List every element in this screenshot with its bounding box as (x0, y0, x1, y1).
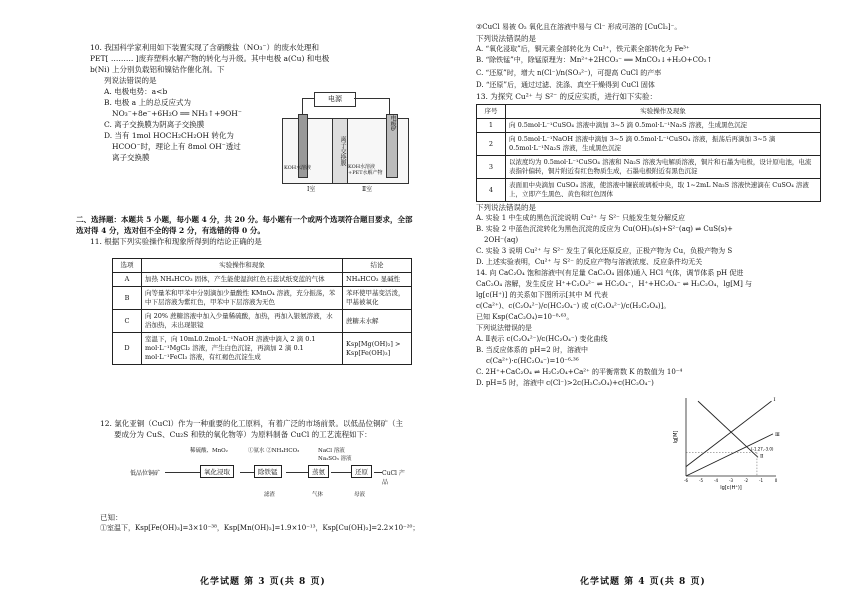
x-tick-label: -4 (714, 478, 718, 483)
q11-cell: 向等量苯和甲苯中分别滴加少量酸性 KMnO₄ 溶液，充分振荡，苯中下层溶液为紫红色，甲苯中下层溶液为无色 (142, 287, 343, 310)
q12-known: 已知： (100, 513, 123, 522)
q11-table (112, 258, 412, 365)
q13-cell: 3 (477, 156, 506, 179)
q11-cell: Ksp[Mg(OH)₂] > Ksp[Fe(OH)₃] (343, 333, 412, 365)
q11-cell: 苯环使甲基变活泼，甲基被氧化 (343, 287, 412, 310)
flow-reagent-3: NaCl 溶液 Na₂SO₃ 溶液 (318, 448, 352, 462)
q14-line-4: c(Ca²⁺)、c(C₂O₄²⁻)/c(HC₂O₄⁻) 或 c(C₂O₄²⁻)/c(H₂C₂O₄)]。 (476, 302, 671, 310)
table-row (477, 156, 821, 179)
table-row (113, 287, 412, 310)
x-axis-label: lg[c(H⁺)] (720, 485, 742, 491)
q13-option-a: A. 实验 1 中生成的黑色沉淀说明 Cu²⁺ 与 S²⁻ 只能发生复分解反应 (476, 214, 685, 222)
x-tick-label: -6 (684, 478, 688, 483)
q11-cell: 室温下，向 10mL0.2mol·L⁻¹NaOH 溶液中滴入 2 滴 0.1 mol·L⁻¹MgCl₂ 溶液，产生白色沉淀，再滴加 2 滴 0.1 mol·L⁻¹FeCl₃ 溶液，有红褐色沉淀生成 (142, 333, 343, 365)
q11-cell: A (113, 273, 142, 287)
q14-option-c: C. 2H⁺+CaC₂O₄ ⇌ H₂C₂O₄+Ca²⁺ 的平衡常数 K 的数值为 10⁻⁴ (476, 368, 683, 376)
electrode-b: 电极b (386, 114, 398, 178)
q14-option-b: B. 当反应体系的 pH=2 时，溶液中 (476, 346, 588, 354)
q12-option-c: C. “还原”时，增大 n(Cl⁻)/n(SO₃²⁻)，可提高 CuCl 的产率 (476, 69, 662, 77)
q11-cell: 蔗糖未水解 (343, 310, 412, 333)
flow-step-reduction: 还原 (351, 465, 372, 478)
series-line-1 (686, 401, 772, 467)
table-row (113, 333, 412, 365)
page-4-footer: 化学试题 第 4 页(共 8 页) (580, 577, 706, 587)
q14-option-a: A. Ⅱ表示 c(C₂O₄²⁻)/c(HC₂O₄⁻) 变化曲线 (476, 335, 608, 343)
flow-product: CuCl 产品 (382, 470, 405, 486)
flow-ore: 低品位铜矿 (130, 470, 161, 477)
q13-cell: 向 0.5mol·L⁻¹NaOH 溶液中滴加 3~5 滴 0.5mol·L⁻¹CuSO₄ 溶液，振荡后再滴加 3~5 滴 0.5mol·L⁻¹Na₂S 溶液，生成黑色沉淀 (506, 133, 821, 156)
q11-cell: B (113, 287, 142, 310)
q10-option-d: D. 当有 1mol HOCH₂CH₂OH 转化为 (104, 131, 234, 140)
q11-cell: 加热 NH₄HCO₃ 固体，产生能使湿润红色石蕊试纸变蓝的气体 (142, 273, 343, 287)
q10-option-d-3: 离子交换膜 (112, 153, 150, 162)
x-tick-label: -5 (699, 478, 703, 483)
flow-step-oxidation: 氧化浸取 (200, 465, 234, 478)
table-row (113, 273, 412, 287)
q12-stem: 下列说法错误的是 (476, 34, 536, 43)
flow-step-ammonia: 蒸氨 (308, 465, 329, 478)
q10-option-c: C. 离子交换膜为阴离子交换膜 (104, 120, 205, 129)
q13-cell: 4 (477, 179, 506, 202)
q13-cell: 以浓度均为 0.5mol·L⁻¹CuSO₄ 溶液和 Na₂S 溶液为电解质溶液，铜片和石墨为电极，设计原电池，电流表指针偏转，铜片附近有红色物质生成，石墨电极附近有黑色沉淀 (506, 156, 821, 179)
q11-header-conclusion: 结论 (343, 259, 412, 273)
q12-line-2: 要成分为 CuS、Cu₂S 和铁的氧化物等）为原料制备 CuCl 的工艺流程如下： (114, 430, 372, 439)
flow-waste-1: 滤渣 (264, 492, 276, 498)
q14-line-3: lg[c(H⁺)] 的关系如下图所示[其中 M 代表 (476, 291, 608, 299)
x-tick-label: -1 (759, 478, 763, 483)
q10-option-a: A. 电极电势：a<b (104, 87, 168, 96)
ion-exchange-membrane: 离子交换膜 (332, 118, 348, 184)
table-row (477, 179, 821, 202)
flow-reagent-1: 稀硫酸、MnO₂ (190, 448, 228, 454)
q13-table (476, 104, 821, 202)
power-source: 电源 (314, 92, 356, 107)
series-label-1: Ⅰ (773, 397, 776, 404)
x-tick-label: 0 (774, 478, 778, 483)
electrolysis-figure (262, 92, 412, 197)
x-tick-label: -3 (729, 478, 733, 483)
series-label-2: Ⅱ (760, 453, 764, 460)
q11-header-option: 选项 (113, 259, 142, 273)
q13-cell: 2 (477, 133, 506, 156)
q11-cell: NH₄HCO₃ 显碱性 (343, 273, 412, 287)
page-3-footer: 化学试题 第 3 页(共 8 页) (200, 577, 326, 587)
q13-header-operation: 实验操作及现象 (506, 105, 821, 119)
q14-line-2: CaC₂O₄ 溶解，发生反应 H⁺+C₂O₄²⁻ ⇌ HC₂O₄⁻，H⁺+HC₂O₄⁻ ⇌ H₂C₂O₄，lg[M] 与 (476, 280, 753, 288)
q11-cell: C (113, 310, 142, 333)
q14-option-b-2: c(Ca²⁺)·c(HC₂O₄⁻)=10⁻⁶·³⁶ (486, 357, 579, 365)
q13-cell: 表面皿中央滴加 CuSO₄ 溶液，使溶液中镶嵌玻璃板中央，取 1~2mL Na₂S 溶液快速滴在 CuSO₄ 溶液上，立即产生黑色、黄色和红色固体 (506, 179, 821, 202)
q12-flowchart (130, 446, 410, 506)
q13-option-c: C. 实验 3 说明 Cu²⁺ 与 S²⁻ 发生了氧化还原反应，正极产物为 Cu，负极产物为 S (476, 247, 733, 255)
section-2-heading: 二、选择题：本题共 5 小题，每小题 4 分，共 20 分。每小题有一个或两个选项符合题目要求，全部选对得 4 分，选对但不全的得 2 分，有选错的得 0 分。 (76, 215, 413, 235)
q12-option-a: A. “氧化浸取”后，铜元素全部转化为 Cu²⁺，铁元素全部转化为 Fe³⁺ (476, 45, 690, 53)
q13-sub: 下列说法错误的是 (476, 203, 536, 212)
table-row (477, 133, 821, 156)
q13-option-b: B. 实验 2 中蓝色沉淀转化为黑色沉淀的反应为 Cu(OH)₂(s)+S²⁻(aq) ⇌ CuS(s)+ (476, 225, 733, 233)
q10-option-b: B. 电极 a 上的总反应式为 (104, 98, 192, 107)
q14-chart (672, 392, 784, 492)
flow-waste-2: 气体 (312, 492, 324, 498)
q11-stem: 11. 根据下列实验操作和现象所得到的结论正确的是 (90, 237, 262, 246)
q13-header-index: 序号 (477, 105, 506, 119)
q11-header-operation: 实验操作和现象 (142, 259, 343, 273)
flow-step-remove-fe-mn: 除铁锰 (254, 465, 282, 478)
q12-option-b: B. “除铁锰”中，除锰原理为：Mn²⁺+2HCO₃⁻ ══ MnCO₃↓+H₂O+CO₂↑ (476, 56, 713, 64)
room2-solution: KOH水溶液+PET水解产物 (348, 164, 383, 176)
annotation-label: (-1.27,-3.0) (750, 446, 774, 452)
q12-known-2: ②CuCl 易被 O₂ 氧化且在溶液中易与 Cl⁻ 形成可溶的 [CuCl₂]⁻。 (476, 23, 682, 31)
flow-waste-3: 母液 (354, 492, 366, 498)
q12-line-1: 12. 氯化亚铜（CuCl）作为一种重要的化工原料，有着广泛的市场前景。以低品位铜矿（主 (100, 419, 404, 428)
q12-option-d: D. “还原”后，通过过滤、洗涤、真空干燥得到 CuCl 固体 (476, 81, 655, 89)
q10-option-b-eq: NO₃⁻+8e⁻+6H₂O ══ NH₃↑+9OH⁻ (112, 109, 242, 118)
q10-line-1: 10. 我国科学家利用如下装置实现了含硝酸盐（NO₃⁻）的废水处理和 (90, 43, 319, 52)
q14-line-1: 14. 向 CaC₂O₄ 饱和溶液中(有足量 CaC₂O₄ 固体)通入 HCl 气体，调节体系 pH 促进 (476, 269, 744, 277)
q13-option-d: D. 上述实验表明，Cu²⁺ 与 S²⁻ 的反应产物与溶液浓度、反应条件均无关 (476, 258, 703, 266)
q13-stem: 13. 为探究 Cu²⁺ 与 S²⁻ 的反应实质，进行如下实验： (476, 92, 657, 101)
q13-cell: 1 (477, 119, 506, 133)
q13-cell: 向 0.5mol·L⁻¹CuSO₄ 溶液中滴加 3~5 滴 0.5mol·L⁻¹Na₂S 溶液，生成黑色沉淀 (506, 119, 821, 133)
q10-line-2: PET[ ……… ]废弃塑料水解产物的转化与升级。其中电极 a(Cu) 和电极 (90, 54, 330, 63)
room2-label: Ⅱ室 (362, 186, 373, 193)
q14-line-5: 已知 Ksp(CaC₂O₄)=10⁻⁸·⁶³。 (476, 313, 574, 321)
q10-option-d-2: HCOO⁻时，理论上有 8mol OH⁻透过 (112, 142, 241, 151)
flow-reagent-2: ①氨水 ②NH₄HCO₃ (248, 448, 300, 454)
q10-line-3: b(Ni) 上分别负载铝和镍钴作催化剂。下 (90, 65, 225, 74)
table-row (477, 119, 821, 133)
y-axis-label: lg[M] (673, 430, 679, 444)
x-tick-label: -2 (744, 478, 748, 483)
q10-line-4: 列说法错误的是 (104, 76, 157, 85)
q12-known-1: ①室温下，Ksp[Fe(OH)₃]=3×10⁻³⁸，Ksp[Mn(OH)₂]=1.9×10⁻¹³，Ksp[Cu(OH)₂]=2.2×10⁻²⁰； (100, 524, 420, 532)
series-line-2 (698, 401, 758, 457)
q11-cell: 向 20% 蔗糖溶液中加入少量稀硫酸，加热，再加入银氨溶液，水浴加热，未出现银镜 (142, 310, 343, 333)
series-label-3: Ⅲ (775, 431, 780, 438)
room1-label: Ⅰ室 (307, 186, 316, 193)
table-row (113, 310, 412, 333)
q14-line-6: 下列说法错误的是 (476, 324, 532, 332)
q13-option-b-2: 2OH⁻(aq) (484, 236, 519, 244)
page-4 (430, 0, 860, 609)
q11-cell: D (113, 333, 142, 365)
q14-option-d: D. pH=5 时，溶液中 c(Cl⁻)>2c(H₂C₂O₄)+c(HC₂O₄⁻) (476, 379, 654, 387)
room1-solution: KOH水溶液 (284, 165, 312, 171)
